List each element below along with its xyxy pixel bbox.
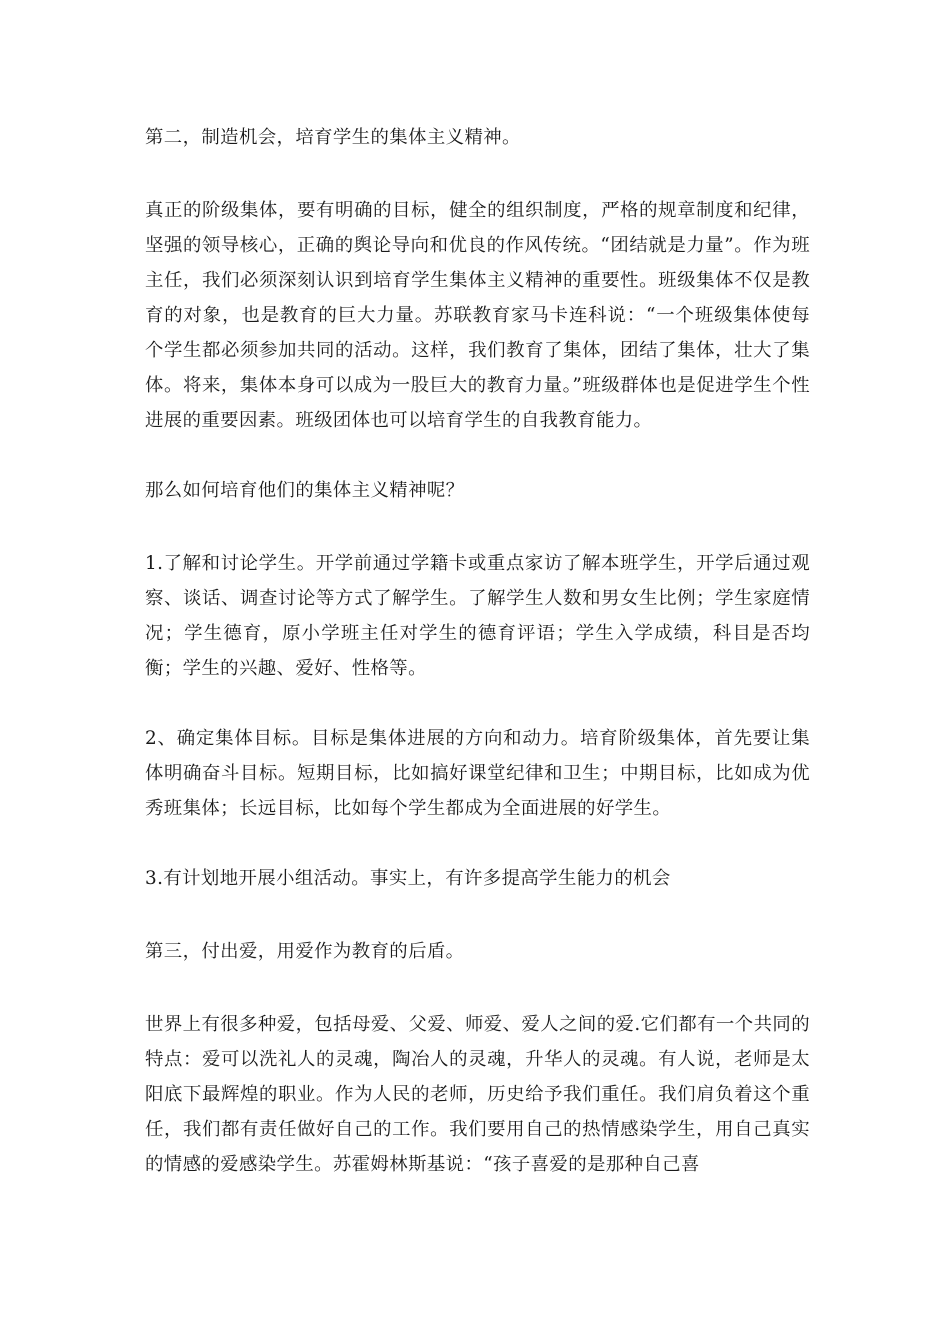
paragraph-step-1: 1.了解和讨论学生。开学前通过学籍卡或重点家访了解本班学生，开学后通过观察、谈话、调查讨论等方式了解学生。了解学生人数和男女生比例；学生家庭情况；学生德育，原小学班主任对学生的德育评语；学生入学成绩，科目是否均衡；学生的兴趣、爱好、性格等。 <box>145 553 810 679</box>
paragraph-collective: 真正的阶级集体，要有明确的目标，健全的组织制度，严格的规章制度和纪律，坚强的领导核心，正确的舆论导向和优良的作风传统。“团结就是力量”。作为班主任，我们必须深刻认识到培育学生集体主义精神的重要性。班级集体不仅是教育的对象，也是教育的巨大力量。苏联教育家马卡连科说：“一个班级集体使每个学生都必须参加共同的活动。这样，我们教育了集体，团结了集体，壮大了集体。将来，集体本身可以成为一股巨大的教育力量。”班级群体也是促进学生个性进展的重要因素。班级团体也可以培育学生的自我教育能力。 <box>145 200 810 431</box>
section-heading-third: 第三，付出爱，用爱作为教育的后盾。 <box>145 941 465 962</box>
paragraph-question: 那么如何培育他们的集体主义精神呢？ <box>145 480 465 501</box>
paragraph-love: 世界上有很多种爱，包括母爱、父爱、师爱、爱人之间的爱.它们都有一个共同的特点：爱可以洗礼人的灵魂，陶冶人的灵魂，升华人的灵魂。有人说，老师是太阳底下最辉煌的职业。作为人民的老师，历史给予我们重任。我们肩负着这个重任，我们都有责任做好自己的工作。我们要用自己的热情感染学生，用自己真实的情感的爱感染学生。苏霍姆林斯基说：“孩子喜爱的是那种自己喜 <box>145 1014 810 1175</box>
paragraph-step-2: 2、确定集体目标。目标是集体进展的方向和动力。培育阶级集体，首先要让集体明确奋斗目标。短期目标，比如搞好课堂纪律和卫生；中期目标，比如成为优秀班集体；长远目标，比如每个学生都成为全面进展的好学生。 <box>145 728 810 819</box>
section-heading-second: 第二，制造机会，培育学生的集体主义精神。 <box>145 127 521 148</box>
paragraph-step-3: 3.有计划地开展小组活动。事实上，有许多提高学生能力的机会 <box>145 868 671 889</box>
